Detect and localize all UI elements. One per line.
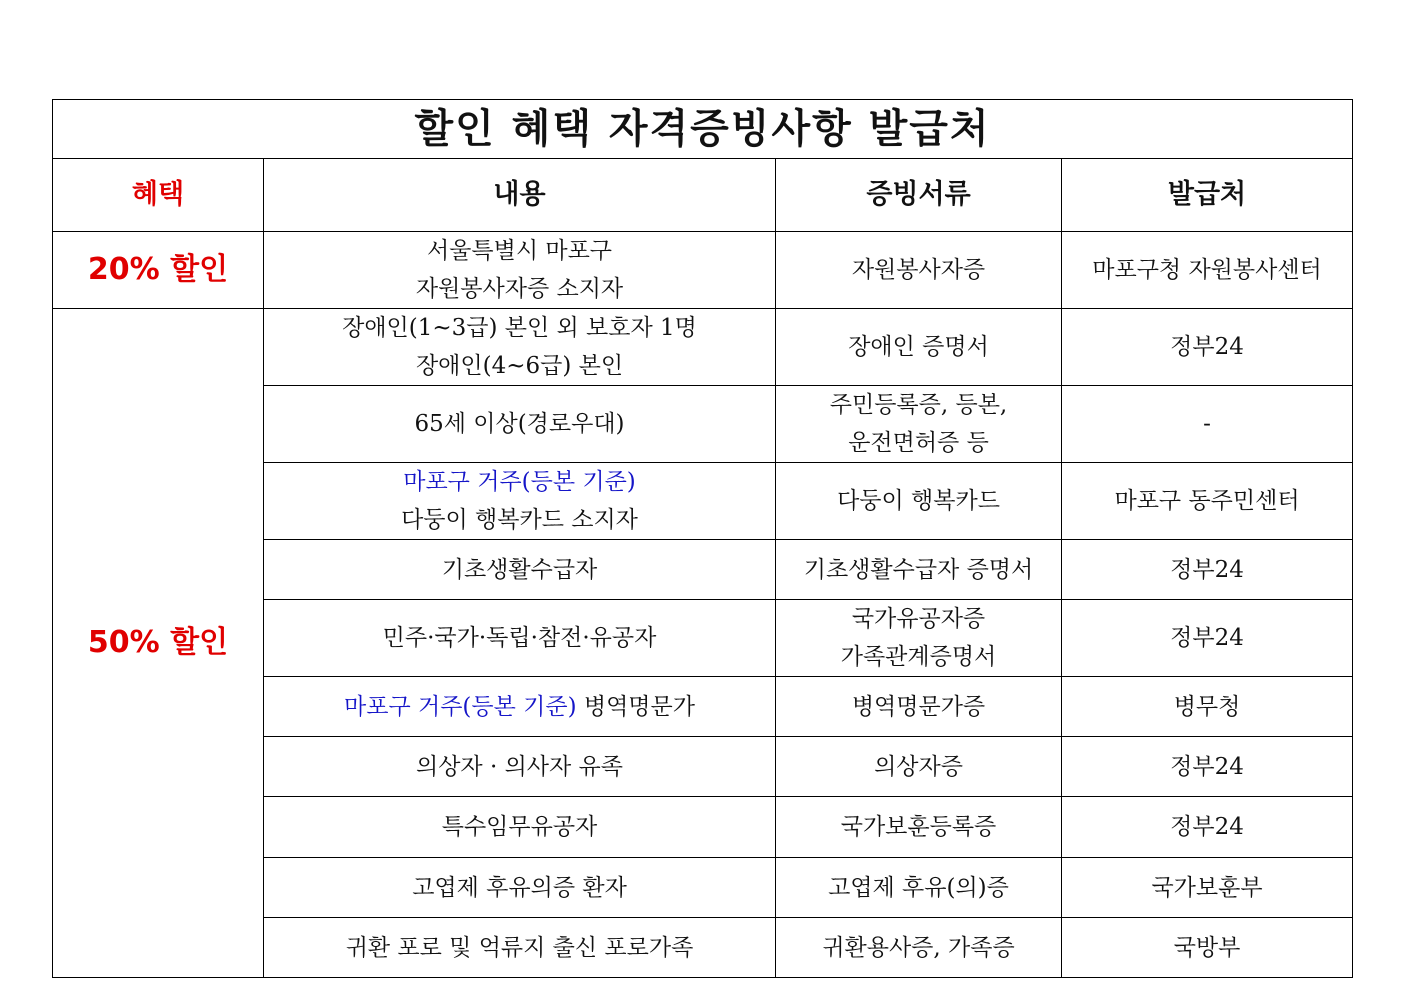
issuer-cell: 정부24 <box>1062 540 1353 600</box>
document-line: 다둥이 행복카드 <box>837 488 1000 514</box>
issuer-cell: 정부24 <box>1062 309 1353 386</box>
content-line: 서울특별시 마포구 <box>426 238 613 264</box>
content-line: 의상자 · 의사자 유족 <box>416 753 623 780</box>
document-line: 귀환용사증, 가족증 <box>822 934 1015 961</box>
header-document: 증빙서류 <box>776 159 1062 232</box>
content-line: 병역명문가 <box>576 693 695 720</box>
content-line: 민주·국가·독립·참전·유공자 <box>382 625 657 651</box>
content-line: 기초생활수급자 <box>441 556 598 583</box>
benefit-50-percent: 50% 할인 <box>53 309 264 978</box>
content-cell <box>264 463 776 540</box>
content-cell <box>264 858 776 918</box>
document-cell <box>776 463 1062 540</box>
document-cell <box>776 309 1062 386</box>
document-line: 국가보훈등록증 <box>840 814 997 840</box>
document-line: 주민등록증, 등본, <box>829 392 1008 418</box>
header-content: 내용 <box>264 159 776 232</box>
table-row <box>53 232 1353 309</box>
document-cell <box>776 540 1062 600</box>
document-line: 고엽제 후유(의)증 <box>828 874 1009 901</box>
document-line: 자원봉사자증 <box>851 257 986 283</box>
page-title: 할인 혜택 자격증빙사항 발급처 <box>53 100 1353 159</box>
issuer-cell: - <box>1062 386 1353 463</box>
content-cell <box>264 797 776 858</box>
content-cell <box>264 386 776 463</box>
document-line: 장애인 증명서 <box>848 334 989 360</box>
issuer-cell: 정부24 <box>1062 600 1353 677</box>
issuer-cell: 마포구청 자원봉사센터 <box>1062 232 1353 309</box>
content-cell <box>264 540 776 600</box>
header-issuer: 발급처 <box>1062 159 1353 232</box>
content-line-highlight: 마포구 거주(등본 기준) <box>344 693 577 720</box>
document-cell <box>776 858 1062 918</box>
header-benefit: 혜택 <box>53 159 264 232</box>
content-line-highlight: 마포구 거주(등본 기준) <box>403 469 636 495</box>
document-cell <box>776 797 1062 858</box>
content-cell <box>264 737 776 797</box>
table-row <box>53 309 1353 386</box>
document-cell <box>776 737 1062 797</box>
content-line: 장애인(4~6급) 본인 <box>415 353 624 379</box>
document-cell <box>776 386 1062 463</box>
content-line: 장애인(1~3급) 본인 외 보호자 1명 <box>342 315 697 341</box>
issuer-cell: 국방부 <box>1062 918 1353 978</box>
document-line: 기초생활수급자 증명서 <box>803 556 1034 583</box>
content-cell <box>264 677 776 737</box>
document-cell <box>776 600 1062 677</box>
issuer-cell: 정부24 <box>1062 797 1353 858</box>
content-cell <box>264 309 776 386</box>
document-line: 병역명문가증 <box>851 693 986 720</box>
content-cell <box>264 918 776 978</box>
content-line: 고엽제 후유의증 환자 <box>412 874 627 901</box>
issuer-cell: 병무청 <box>1062 677 1353 737</box>
benefit-20-percent: 20% 할인 <box>53 232 264 309</box>
issuer-cell: 정부24 <box>1062 737 1353 797</box>
document-line: 운전면허증 등 <box>848 430 989 456</box>
issuer-cell: 국가보훈부 <box>1062 858 1353 918</box>
content-line: 다둥이 행복카드 소지자 <box>401 507 638 533</box>
issuer-cell: 마포구 동주민센터 <box>1062 463 1353 540</box>
document-cell <box>776 918 1062 978</box>
benefit-qualification-table <box>52 99 1353 978</box>
document-line: 국가유공자증 <box>851 606 986 632</box>
document-cell <box>776 232 1062 309</box>
content-line: 특수임무유공자 <box>441 814 598 840</box>
content-cell <box>264 600 776 677</box>
document-cell <box>776 677 1062 737</box>
content-cell <box>264 232 776 309</box>
content-line: 자원봉사자증 소지자 <box>415 276 624 302</box>
document-line: 가족관계증명서 <box>840 644 997 670</box>
content-line: 귀환 포로 및 억류지 출신 포로가족 <box>345 934 694 961</box>
document-line: 의상자증 <box>874 753 963 780</box>
content-line: 65세 이상(경로우대) <box>414 411 625 437</box>
